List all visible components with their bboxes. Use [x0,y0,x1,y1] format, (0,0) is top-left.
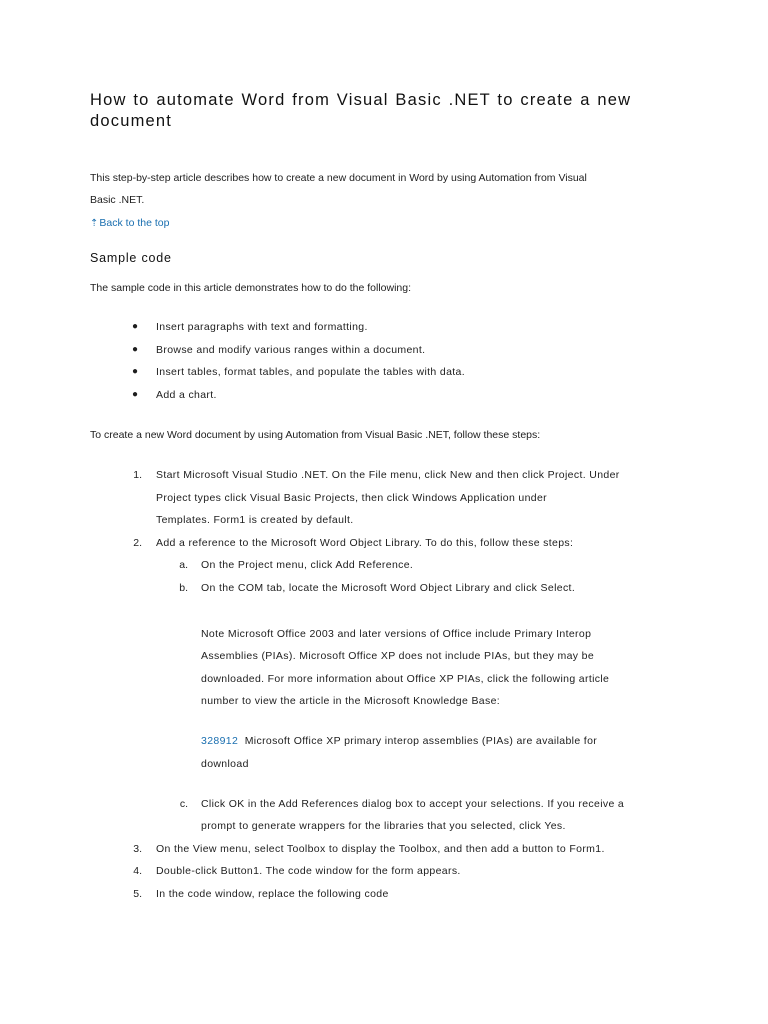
substep-c-line-1: Click OK in the Add References dialog box to accept your selections. If you receive a [201,798,625,810]
bullet-icon: ● [132,344,139,355]
kb-title: Microsoft Office XP primary interop assemblies (PIAs) are available for [244,735,598,747]
substep-a: On the Project menu, click Add Reference. [201,559,414,571]
step-1-line-1: Start Microsoft Visual Studio .NET. On the File menu, click New and then click Project. Under [156,469,620,481]
step-number: 2. [133,537,142,549]
note-line-3: downloaded. For more information about Office XP PIAs, click the following article [201,673,610,685]
kb-reference-line-1 [201,734,597,748]
step-2-line-1: Add a reference to the Microsoft Word Object Library. To do this, follow these steps: [156,537,574,549]
substep-c-line-2: prompt to generate wrappers for the libraries that you selected, click Yes. [201,820,566,832]
intro-line-1: This step-by-step article describes how to create a new document in Word by using Automation from Visual [90,172,587,184]
step-number: 3. [133,843,142,855]
note-line-4: number to view the article in the Microsoft Knowledge Base: [201,695,501,707]
page-title: How to automate Word from Visual Basic .NET to create a new document [90,91,632,130]
back-to-top-link[interactable] [90,216,169,231]
substep-letter: c. [179,798,188,810]
list-item: Add a chart. [156,389,217,401]
bullet-icon: ● [132,321,139,332]
step-5: In the code window, replace the following code [156,888,389,900]
up-arrow-icon: ⇡ [90,218,99,229]
note-line-2: Assemblies (PIAs). Microsoft Office XP does not include PIAs, but they may be [201,650,595,662]
kb-article-link[interactable]: 328912 [201,735,239,747]
note-line-1: Note Microsoft Office 2003 and later versions of Office include Primary Interop [201,628,592,640]
step-4: Double-click Button1. The code window for the form appears. [156,865,461,877]
step-1-line-2: Project types click Visual Basic Projects, then click Windows Application under [156,492,548,504]
substep-letter: b. [179,582,188,594]
back-to-top-label: Back to the top [99,217,170,229]
bullet-icon: ● [132,389,139,400]
bullet-icon: ● [132,366,139,377]
sample-intro: The sample code in this article demonstrates how to do the following: [90,282,412,294]
step-number: 4. [133,865,142,877]
list-item: Insert tables, format tables, and populate the tables with data. [156,366,465,378]
intro-line-2: Basic .NET. [90,194,145,206]
step-number: 5. [133,888,142,900]
steps-intro: To create a new Word document by using Automation from Visual Basic .NET, follow these steps: [90,429,541,441]
substep-letter: a. [179,559,188,571]
list-item: Browse and modify various ranges within a document. [156,344,426,356]
step-3: On the View menu, select Toolbox to display the Toolbox, and then add a button to Form1. [156,843,605,855]
list-item: Insert paragraphs with text and formatting. [156,321,368,333]
step-number: 1. [133,469,142,481]
kb-reference-line-2: download [201,758,249,770]
substep-b: On the COM tab, locate the Microsoft Word Object Library and click Select. [201,582,576,594]
step-1-line-3: Templates. Form1 is created by default. [156,514,354,526]
sample-code-heading: Sample code [90,251,172,265]
